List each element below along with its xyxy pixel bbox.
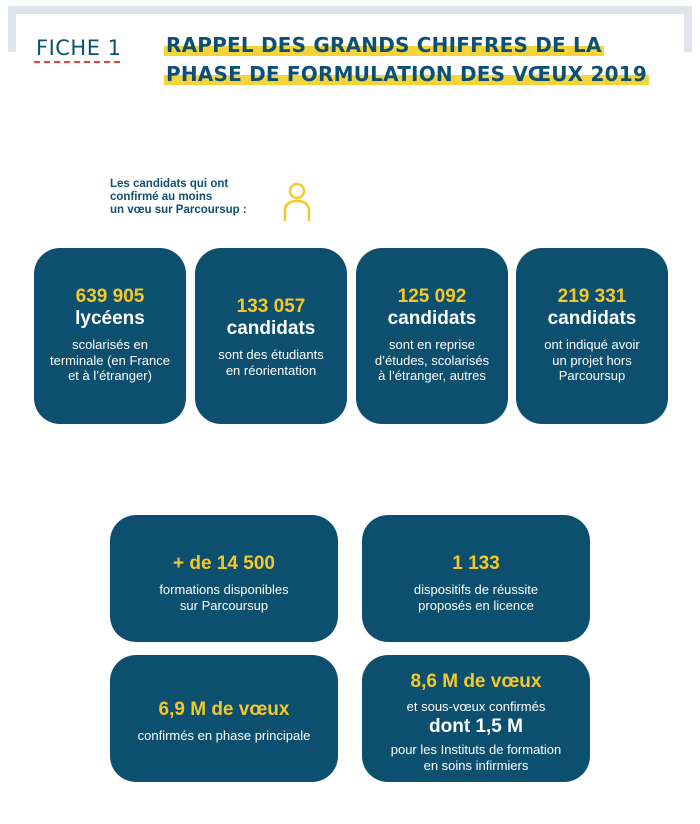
desc-line: terminale (en France [50,352,170,368]
stat-number: 219 331 [557,286,627,307]
stat-description [516,337,668,384]
desc-line: et à l’étranger) [68,368,152,383]
stat-number: 133 057 [236,296,306,317]
stat-description [362,582,590,613]
stat-description: et sous-vœux confirmés [406,699,546,714]
stat-description [356,337,508,384]
stat-sub-number: dont 1,5 M [429,716,523,737]
desc-line: en réorientation [225,362,317,378]
stat-card-dispositifs [362,515,590,642]
stat-card-etudiants [195,248,347,424]
desc-line: scolarisés en [72,337,148,352]
desc-line: en soins infirmiers [423,757,529,773]
desc-line: sur Parcoursup [179,597,269,613]
stat-number: 639 905 [75,286,145,307]
stat-description [195,347,347,378]
stat-unit: candidats [387,308,477,329]
stat-number: 8,6 M de vœux [410,671,542,692]
desc-line: Parcoursup [558,368,626,383]
desc-line: sont des étudiants [218,347,324,362]
stat-number: 6,9 M de vœux [158,699,290,720]
stat-card-hors-parcoursup [516,248,668,424]
desc-line: pour les Instituts de formation [390,742,562,757]
stat-number: 1 133 [452,553,500,574]
intro-line: Les candidats qui ont [110,178,229,190]
stat-description [362,742,590,773]
intro-line: un vœu sur Parcoursup : [110,204,247,216]
desc-line: proposés en licence [418,597,534,613]
stat-description [110,582,338,613]
desc-line: formations disponibles [159,582,289,597]
fiche-label: FICHE 1 [36,36,122,60]
desc-line: à l’étranger, autres [378,368,486,383]
stat-card-formations [110,515,338,642]
stat-unit: candidats [226,318,316,339]
stat-number: 125 092 [397,286,467,307]
stat-unit: lycéens [75,308,145,329]
stat-unit: candidats [547,308,637,329]
stat-card-reprise [356,248,508,424]
stat-card-lyceens [34,248,186,424]
fiche-underline [34,61,120,63]
stat-card-voeux-principale [110,655,338,782]
desc-line: dispositifs de réussite [413,582,539,597]
intro-line: confirmé au moins [110,191,213,203]
intro-text [110,178,285,217]
stat-number: + de 14 500 [173,553,275,574]
stat-description [34,337,186,384]
desc-line: ont indiqué avoir [544,337,640,352]
desc-line: sont en reprise [389,337,475,352]
title-line-1: RAPPEL DES GRANDS CHIFFRES DE LA [166,33,602,57]
desc-line: un projet hors [552,352,632,368]
desc-line: d’études, scolarisés [374,352,490,368]
title-line-2: PHASE DE FORMULATION DES VŒUX 2019 [166,62,647,86]
stat-card-voeux-total [362,655,590,782]
stat-description: confirmés en phase principale [137,728,311,743]
person-icon [282,179,312,223]
